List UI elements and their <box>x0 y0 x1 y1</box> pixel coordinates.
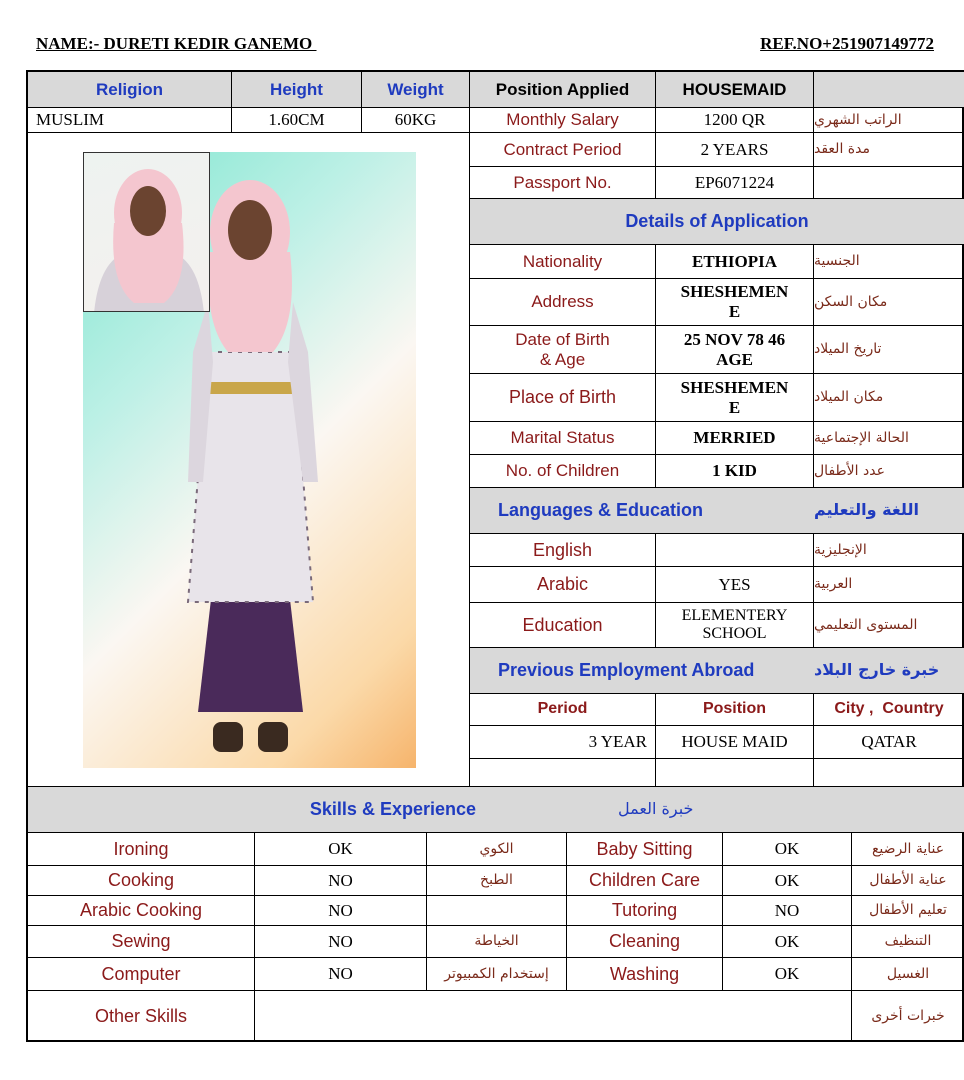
skill-value: NO <box>723 896 852 926</box>
skill-label: Tutoring <box>567 896 723 926</box>
portrait-photo <box>83 152 210 312</box>
address-value: SHESHEMEN E <box>656 279 814 326</box>
employment-position-blank <box>656 759 814 787</box>
arabic-label: Arabic <box>470 567 656 603</box>
marital-status-value: MERRIED <box>656 422 814 455</box>
education-label: Education <box>470 603 656 648</box>
nationality-label: Nationality <box>470 245 656 279</box>
skill-value: OK <box>255 833 427 866</box>
skill-value: OK <box>723 958 852 991</box>
other-skills-value <box>255 991 852 1042</box>
skills-title-arabic: خبرة العمل <box>568 787 964 833</box>
weight-value: 60KG <box>362 108 470 133</box>
other-skills-arabic: خبرات أخرى <box>871 1008 945 1025</box>
english-value <box>656 534 814 567</box>
skill-label: Cooking <box>28 866 255 896</box>
skill-value: OK <box>723 866 852 896</box>
children-label: No. of Children <box>470 455 656 488</box>
place-of-birth-label: Place of Birth <box>470 374 656 422</box>
children-arabic: عدد الأطفال <box>814 455 964 488</box>
position-applied-label: Position Applied <box>470 72 656 108</box>
skill-arabic: إستخدام الكمبيوتر <box>427 958 567 991</box>
employment-position-value: HOUSE MAID <box>656 726 814 759</box>
position-applied-value: HOUSEMAID <box>656 72 814 108</box>
skill-value: NO <box>255 926 427 958</box>
employment-country-value: QATAR <box>814 726 964 759</box>
education-arabic: المستوى التعليمي <box>814 603 964 648</box>
employment-country-blank <box>814 759 964 787</box>
place-of-birth-arabic: مكان الميلاد <box>814 374 964 422</box>
date-of-birth-value: 25 NOV 78 46 AGE <box>656 326 814 374</box>
languages-title-arabic: اللغة والتعليم <box>814 488 964 534</box>
address-label: Address <box>470 279 656 326</box>
employment-period-blank <box>470 759 656 787</box>
height-value: 1.60CM <box>232 108 362 133</box>
arabic-value: YES <box>656 567 814 603</box>
position-blank-cell <box>814 72 964 108</box>
skill-arabic <box>427 896 567 926</box>
skill-arabic: الكوي <box>427 833 567 866</box>
passport-value: EP6071224 <box>656 167 814 199</box>
languages-title: Languages & Education <box>470 488 814 534</box>
skill-label: Sewing <box>28 926 255 958</box>
skill-arabic: التنظيف <box>852 926 964 958</box>
skill-label: Computer <box>28 958 255 991</box>
skill-arabic: تعليم الأطفال <box>852 896 964 926</box>
cv-form <box>26 70 964 1042</box>
passport-blank <box>814 167 964 199</box>
english-label: English <box>470 534 656 567</box>
contract-period-value: 2 YEARS <box>656 133 814 167</box>
skill-arabic: عناية الرضيع <box>852 833 964 866</box>
skills-title: Skills & Experience <box>28 787 568 833</box>
skill-arabic: الغسيل <box>852 958 964 991</box>
religion-header: Religion <box>28 72 232 108</box>
employment-position-header: Position <box>656 694 814 726</box>
marital-status-arabic: الحالة الإجتماعية <box>814 422 964 455</box>
marital-status-label: Marital Status <box>470 422 656 455</box>
skill-label: Arabic Cooking <box>28 896 255 926</box>
skill-label: Baby Sitting <box>567 833 723 866</box>
nationality-value: ETHIOPIA <box>656 245 814 279</box>
skill-arabic: الخياطة <box>427 926 567 958</box>
education-value: ELEMENTERY SCHOOL <box>656 603 814 648</box>
english-arabic: الإنجليزية <box>814 534 964 567</box>
skill-label: Ironing <box>28 833 255 866</box>
skill-value: OK <box>723 926 852 958</box>
height-header: Height <box>232 72 362 108</box>
employment-period-header: Period <box>470 694 656 726</box>
reference-number: REF.NO+251907149772 <box>760 34 934 53</box>
monthly-salary-label: Monthly Salary <box>470 108 656 133</box>
candidate-name: NAME:- DURETI KEDIR GANEMO <box>36 34 317 53</box>
skill-arabic: الطبخ <box>427 866 567 896</box>
skill-value: OK <box>723 833 852 866</box>
date-of-birth-arabic: تاريخ الميلاد <box>814 326 964 374</box>
employment-title: Previous Employment Abroad <box>470 648 814 694</box>
skill-value: NO <box>255 866 427 896</box>
arabic-arabic: العربية <box>814 567 964 603</box>
employment-title-arabic: خبرة خارج البلاد <box>814 648 964 694</box>
weight-header: Weight <box>362 72 470 108</box>
monthly-salary-value: 1200 QR <box>656 108 814 133</box>
employment-period-value: 3 YEAR <box>470 726 656 759</box>
contract-period-arabic: مدة العقد <box>814 133 964 167</box>
skill-label: Cleaning <box>567 926 723 958</box>
date-of-birth-label: Date of Birth & Age <box>470 326 656 374</box>
place-of-birth-value: SHESHEMEN E <box>656 374 814 422</box>
skill-label: Children Care <box>567 866 723 896</box>
passport-label: Passport No. <box>470 167 656 199</box>
children-value: 1 KID <box>656 455 814 488</box>
skill-value: NO <box>255 958 427 991</box>
nationality-arabic: الجنسية <box>814 245 964 279</box>
employment-country-header: City , Country <box>814 694 964 726</box>
monthly-salary-arabic: الراتب الشهري <box>814 108 964 133</box>
other-skills-label: Other Skills <box>28 991 255 1042</box>
contract-period-label: Contract Period <box>470 133 656 167</box>
skill-value: NO <box>255 896 427 926</box>
religion-value: MUSLIM <box>28 108 232 133</box>
address-arabic: مكان السكن <box>814 279 964 326</box>
details-title: Details of Application <box>470 199 964 245</box>
skill-arabic: عناية الأطفال <box>852 866 964 896</box>
skill-label: Washing <box>567 958 723 991</box>
